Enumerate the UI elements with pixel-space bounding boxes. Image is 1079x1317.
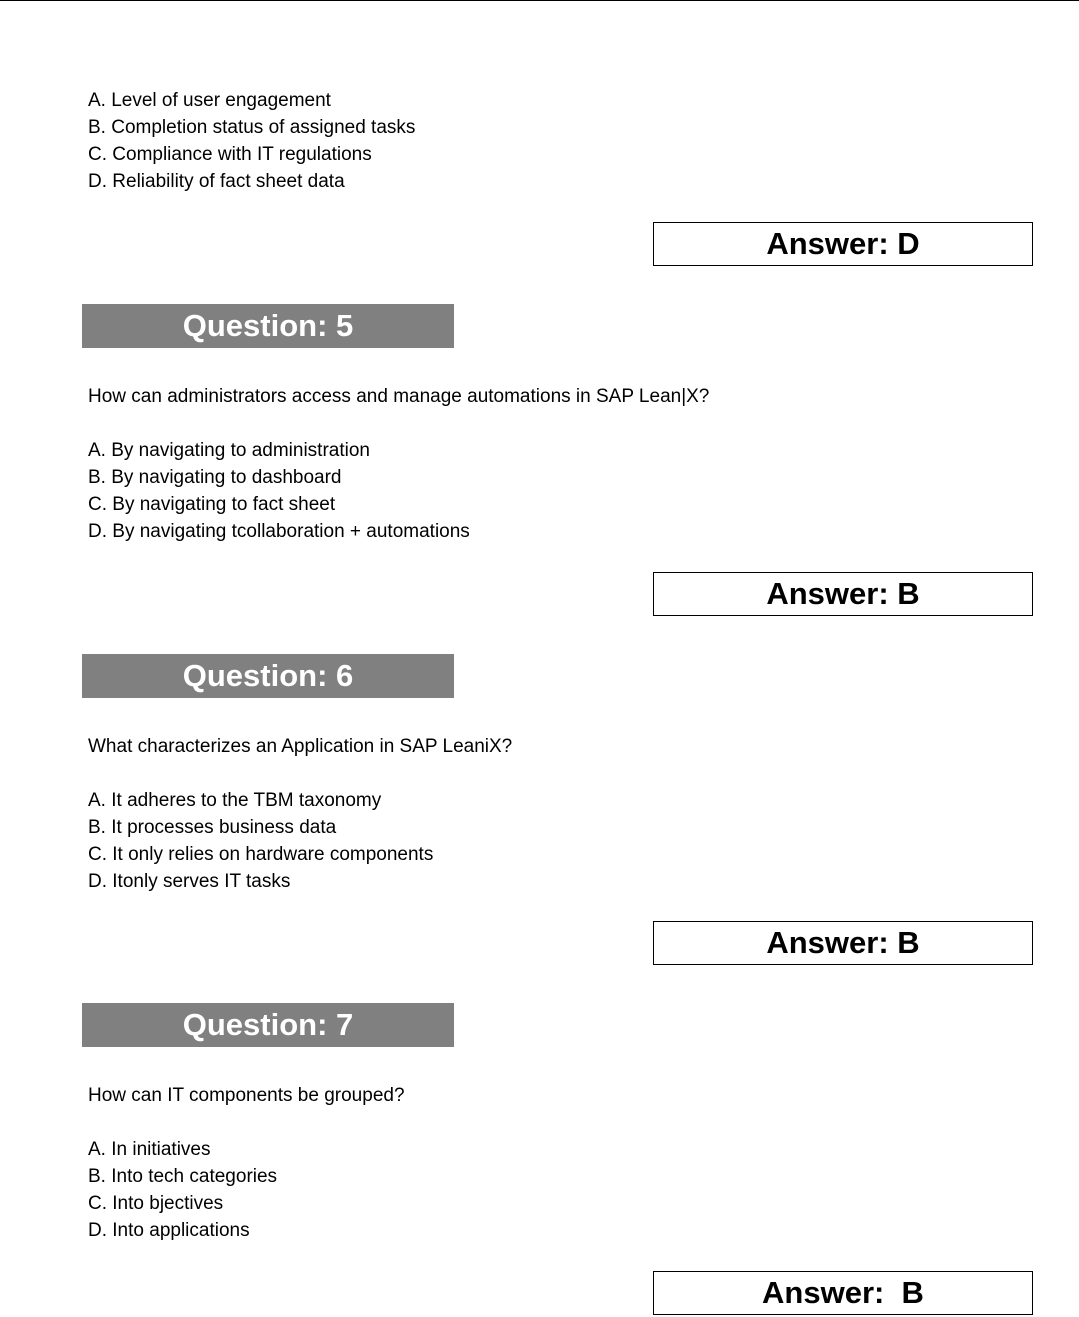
- q7-option-c: C. Into bjectives: [88, 1193, 224, 1214]
- q5-answer-box: Answer: B: [653, 572, 1033, 616]
- q5-question-text: How can administrators access and manage automations in SAP Lean|X?: [88, 386, 710, 407]
- q7-question-text: How can IT components be grouped?: [88, 1085, 405, 1106]
- q4-option-d: D. Reliability of fact sheet data: [88, 171, 345, 192]
- q6-answer-box: Answer: B: [653, 921, 1033, 965]
- q5-option-a: A. By navigating to administration: [88, 440, 370, 461]
- q5-title-banner: Question: 5: [82, 304, 454, 348]
- q4-option-b: B. Completion status of assigned tasks: [88, 117, 416, 138]
- q7-title-banner: Question: 7: [82, 1003, 454, 1047]
- q6-option-b: B. It processes business data: [88, 817, 337, 838]
- q5-options: [88, 437, 470, 545]
- q6-title-banner: Question: 6: [82, 654, 454, 698]
- q5-option-c: C. By navigating to fact sheet: [88, 494, 336, 515]
- q7-option-a: A. In initiatives: [88, 1139, 211, 1160]
- q4-answer-box: Answer: D: [653, 222, 1033, 266]
- q7-option-d: D. Into applications: [88, 1220, 250, 1241]
- q4-option-c: C. Compliance with IT regulations: [88, 144, 372, 165]
- q6-options: [88, 787, 433, 895]
- q5-option-d: D. By navigating tcollaboration + automations: [88, 521, 470, 542]
- q7-answer-box: Answer: B: [653, 1271, 1033, 1315]
- q6-option-c: C. It only relies on hardware components: [88, 844, 434, 865]
- q4-options: [88, 87, 415, 195]
- q4-option-a: A. Level of user engagement: [88, 90, 331, 111]
- q6-question-text: What characterizes an Application in SAP LeaniX?: [88, 736, 513, 757]
- q7-options: [88, 1136, 277, 1244]
- q5-option-b: B. By navigating to dashboard: [88, 467, 342, 488]
- q7-option-b: B. Into tech categories: [88, 1166, 278, 1187]
- page-top-rule: [0, 0, 1079, 1]
- q6-option-d: D. Itonly serves IT tasks: [88, 871, 291, 892]
- q6-option-a: A. It adheres to the TBM taxonomy: [88, 790, 382, 811]
